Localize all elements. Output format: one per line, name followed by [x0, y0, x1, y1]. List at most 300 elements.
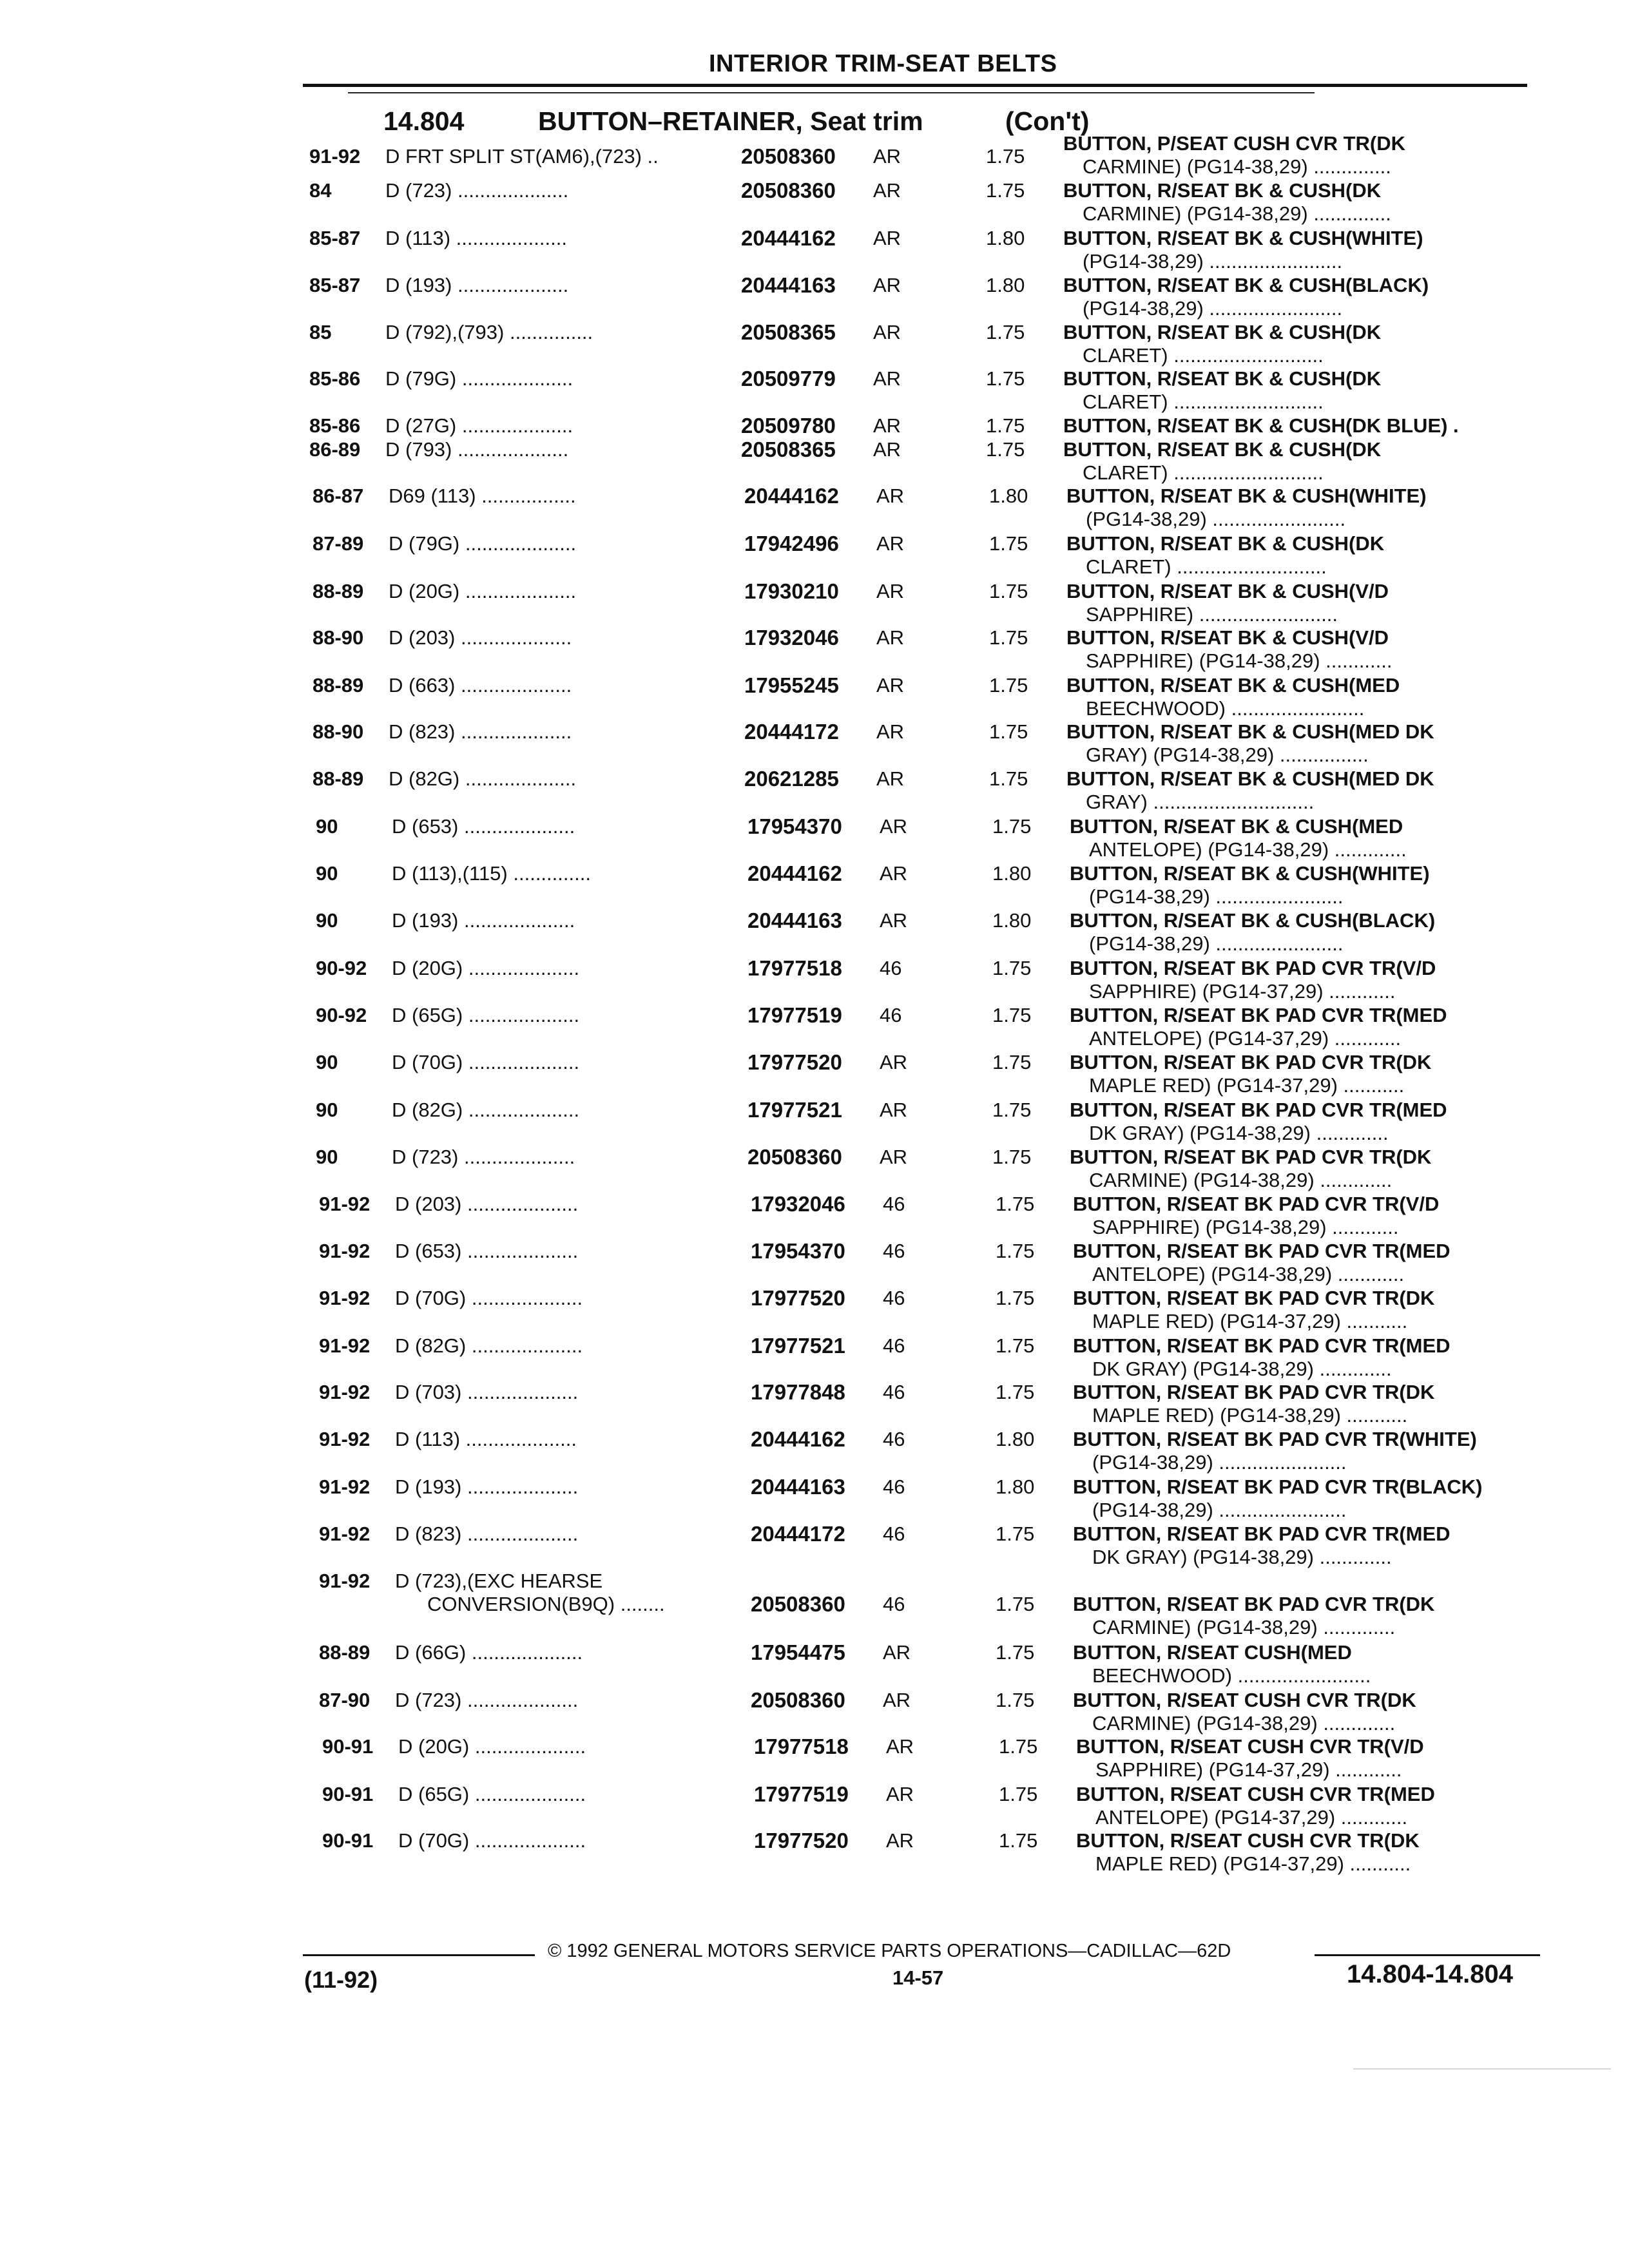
illustration-page: 1.75	[996, 1641, 1035, 1664]
model-year: 85-87	[309, 227, 361, 249]
part-name-continued: SAPPHIRE) (PG14-38,29) ............	[1086, 649, 1393, 672]
illustration-page: 1.75	[989, 720, 1028, 743]
part-number: 20621285	[744, 767, 839, 791]
parts-list-row	[0, 274, 1629, 319]
model-year: 88-89	[313, 580, 364, 602]
parts-list-row	[13, 1829, 1629, 1874]
part-number: 17942496	[744, 532, 839, 555]
illustration-page: 1.80	[992, 862, 1032, 885]
part-number: 17954370	[747, 814, 842, 838]
usage-description: D (82G) ....................	[395, 1334, 583, 1357]
part-name-continued: CLARET) ...........................	[1083, 390, 1324, 413]
footer-page-number: 14-57	[892, 1966, 944, 1989]
usage-description-continued: CONVERSION(B9Q) ........	[427, 1593, 665, 1615]
part-name: BUTTON, R/SEAT BK & CUSH(MED	[1066, 674, 1400, 697]
usage-description: D (20G) ....................	[398, 1735, 586, 1758]
usage-description: D (703) ....................	[395, 1381, 579, 1403]
illustration-page: 1.75	[999, 1783, 1038, 1805]
part-name: BUTTON, R/SEAT BK PAD CVR TR(DK	[1073, 1593, 1435, 1615]
part-name: BUTTON, R/SEAT BK & CUSH(BLACK)	[1063, 274, 1429, 296]
part-number: 17977521	[751, 1334, 845, 1358]
quantity: AR	[873, 274, 901, 296]
part-number: 17977519	[754, 1782, 849, 1806]
usage-description: D (663) ....................	[389, 674, 572, 697]
parts-list-row	[6, 1004, 1629, 1049]
model-year: 87-89	[313, 532, 364, 555]
model-year: 88-89	[313, 674, 364, 697]
illustration-page: 1.75	[986, 438, 1025, 461]
usage-description: D (82G) ....................	[392, 1099, 580, 1121]
quantity: 46	[880, 957, 902, 979]
parts-list-row	[10, 1570, 1629, 1639]
quantity: 46	[883, 1428, 905, 1450]
quantity: 46	[883, 1381, 905, 1403]
part-name-continued: (PG14-38,29) .......................	[1089, 932, 1344, 955]
illustration-page: 1.75	[986, 367, 1025, 390]
part-name-continued: CLARET) ...........................	[1083, 461, 1324, 484]
part-number: 20444162	[744, 484, 839, 508]
model-year: 90-91	[322, 1735, 374, 1758]
part-name-continued: GRAY) (PG14-38,29) ................	[1086, 744, 1369, 766]
illustration-page: 1.75	[996, 1193, 1035, 1215]
illustration-page: 1.75	[992, 1146, 1032, 1168]
quantity: AR	[873, 438, 901, 461]
model-year: 85-86	[309, 367, 361, 390]
model-year: 91-92	[319, 1240, 371, 1262]
model-year: 88-90	[313, 626, 364, 649]
usage-description: D69 (113) .................	[389, 485, 576, 507]
parts-list-row	[6, 1146, 1629, 1191]
parts-list-row	[0, 179, 1629, 224]
part-name: BUTTON, R/SEAT BK & CUSH(DK BLUE) .	[1063, 414, 1459, 437]
part-name: BUTTON, R/SEAT BK & CUSH(DK	[1063, 367, 1382, 390]
illustration-page: 1.75	[992, 1004, 1032, 1026]
part-name: BUTTON, R/SEAT BK PAD CVR TR(DK	[1073, 1381, 1435, 1403]
usage-description: D (203) ....................	[395, 1193, 579, 1215]
illustration-page: 1.80	[996, 1428, 1035, 1450]
part-name-continued: (PG14-38,29) ........................	[1086, 508, 1346, 530]
part-name: BUTTON, R/SEAT BK & CUSH(WHITE)	[1063, 227, 1423, 249]
quantity: AR	[876, 580, 905, 602]
part-name-continued: SAPPHIRE) (PG14-37,29) ............	[1089, 980, 1396, 1003]
part-name-continued: MAPLE RED) (PG14-37,29) ...........	[1092, 1310, 1408, 1332]
part-number: 20444162	[751, 1427, 845, 1451]
part-number: 20444163	[741, 273, 836, 297]
quantity: 46	[883, 1475, 905, 1498]
quantity: AR	[886, 1783, 914, 1805]
header-subrule	[348, 92, 1315, 93]
section-continued: (Con't)	[1005, 106, 1090, 136]
usage-description: D (65G) ....................	[398, 1783, 586, 1805]
part-name: BUTTON, R/SEAT BK PAD CVR TR(V/D	[1070, 957, 1436, 979]
header-rule	[303, 84, 1527, 87]
part-name-continued: MAPLE RED) (PG14-37,29) ...........	[1089, 1074, 1405, 1097]
usage-description: D (823) ....................	[395, 1523, 579, 1545]
part-name: BUTTON, R/SEAT BK & CUSH(MED	[1070, 815, 1403, 838]
part-name: BUTTON, R/SEAT BK & CUSH(DK	[1063, 321, 1382, 343]
usage-description: D (203) ....................	[389, 626, 572, 649]
illustration-page: 1.75	[989, 626, 1028, 649]
part-number: 20508360	[747, 1145, 842, 1169]
illustration-page: 1.75	[986, 321, 1025, 343]
footer-date: (11-92)	[304, 1966, 378, 1993]
illustration-page: 1.75	[986, 179, 1025, 202]
model-year: 90-91	[322, 1783, 374, 1805]
parts-list-row	[6, 1051, 1629, 1096]
illustration-page: 1.80	[992, 909, 1032, 932]
model-year: 86-89	[309, 438, 361, 461]
model-year: 87-90	[319, 1689, 371, 1711]
illustration-page: 1.75	[992, 1099, 1032, 1121]
illustration-page: 1.75	[996, 1689, 1035, 1711]
model-year: 91-92	[309, 145, 361, 168]
quantity: 46	[883, 1287, 905, 1309]
part-name-continued: DK GRAY) (PG14-38,29) .............	[1089, 1122, 1389, 1144]
part-name-continued: (PG14-38,29) .......................	[1092, 1499, 1347, 1521]
part-number: 20444162	[747, 861, 842, 885]
part-name-continued: SAPPHIRE) (PG14-37,29) ............	[1095, 1758, 1402, 1781]
part-number: 17977520	[751, 1286, 845, 1310]
part-name-continued: ANTELOPE) (PG14-38,29) .............	[1089, 838, 1407, 861]
model-year: 91-92	[319, 1475, 371, 1498]
parts-list-row	[3, 485, 1629, 530]
usage-description: D (70G) ....................	[395, 1287, 583, 1309]
part-name-continued: ANTELOPE) (PG14-37,29) ............	[1095, 1806, 1408, 1829]
part-number: 20508360	[751, 1592, 845, 1616]
parts-list-row	[10, 1475, 1629, 1521]
quantity: AR	[876, 532, 905, 555]
part-name: BUTTON, R/SEAT BK PAD CVR TR(MED	[1073, 1334, 1451, 1357]
usage-description: D (70G) ....................	[398, 1829, 586, 1852]
quantity: AR	[873, 179, 901, 202]
usage-description: D (70G) ....................	[392, 1051, 580, 1073]
part-number: 17932046	[744, 626, 839, 649]
model-year: 91-92	[319, 1381, 371, 1403]
model-year: 85	[309, 321, 332, 343]
part-number: 20444163	[747, 908, 842, 932]
parts-list-row	[10, 1428, 1629, 1473]
illustration-page: 1.75	[996, 1381, 1035, 1403]
illustration-page: 1.75	[999, 1829, 1038, 1852]
part-name: BUTTON, R/SEAT BK & CUSH(V/D	[1066, 626, 1389, 649]
usage-description: D (113),(115) ..............	[392, 862, 591, 885]
parts-list-row	[3, 580, 1629, 625]
part-number: 17977518	[747, 956, 842, 980]
part-name: BUTTON, R/SEAT BK PAD CVR TR(DK	[1070, 1146, 1432, 1168]
usage-description: D (653) ....................	[392, 815, 575, 838]
model-year: 91-92	[319, 1334, 371, 1357]
part-name-continued: GRAY) .............................	[1086, 791, 1315, 813]
part-name-continued: CARMINE) (PG14-38,29) .............	[1089, 1169, 1393, 1191]
part-name-continued: DK GRAY) (PG14-38,29) .............	[1092, 1358, 1392, 1380]
usage-description: D (653) ....................	[395, 1240, 579, 1262]
part-name: BUTTON, R/SEAT BK & CUSH(MED DK	[1066, 720, 1434, 743]
quantity: AR	[880, 1051, 908, 1073]
parts-list-row	[10, 1689, 1629, 1734]
model-year: 90	[316, 1099, 338, 1121]
usage-description: D (193) ....................	[385, 274, 569, 296]
model-year: 90-92	[316, 1004, 367, 1026]
part-number: 20509779	[741, 367, 836, 390]
model-year: 90	[316, 862, 338, 885]
usage-description: D (193) ....................	[395, 1475, 579, 1498]
part-name-continued: MAPLE RED) (PG14-37,29) ...........	[1095, 1852, 1411, 1875]
part-name-continued: CARMINE) (PG14-38,29) .............	[1092, 1616, 1396, 1639]
usage-description: D (723) ....................	[392, 1146, 575, 1168]
part-name: BUTTON, R/SEAT BK PAD CVR TR(DK	[1070, 1051, 1432, 1073]
illustration-page: 1.75	[989, 532, 1028, 555]
part-name: BUTTON, P/SEAT CUSH CVR TR(DK	[1063, 132, 1406, 155]
scan-artifact-line	[1353, 2068, 1611, 2070]
parts-list-row	[3, 767, 1629, 812]
parts-list-row	[6, 862, 1629, 907]
illustration-page: 1.75	[996, 1523, 1035, 1545]
part-name-continued: (PG14-38,29) .......................	[1092, 1451, 1347, 1474]
quantity: AR	[873, 414, 901, 437]
parts-list-row	[3, 720, 1629, 765]
illustration-page: 1.75	[986, 414, 1025, 437]
part-name-continued: CARMINE) (PG14-38,29) ..............	[1083, 155, 1391, 178]
usage-description: D (65G) ....................	[392, 1004, 580, 1026]
part-number: 17954475	[751, 1640, 845, 1664]
parts-list-row	[0, 132, 1629, 177]
part-name: BUTTON, R/SEAT BK & CUSH(WHITE)	[1066, 485, 1427, 507]
parts-list-row	[10, 1193, 1629, 1238]
quantity: AR	[883, 1689, 911, 1711]
usage-description: D (193) ....................	[392, 909, 575, 932]
part-number: 20509780	[741, 414, 836, 437]
model-year: 90	[316, 1146, 338, 1168]
part-name-continued: BEECHWOOD) ........................	[1092, 1664, 1371, 1687]
part-name-continued: SAPPHIRE) (PG14-38,29) ............	[1092, 1216, 1399, 1238]
quantity: AR	[876, 485, 905, 507]
part-name-continued: CLARET) ...........................	[1083, 344, 1324, 367]
part-number: 20444172	[751, 1522, 845, 1546]
part-number: 17977848	[751, 1380, 845, 1404]
usage-description: D (792),(793) ...............	[385, 321, 593, 343]
usage-description: D (723),(EXC HEARSE	[395, 1570, 603, 1592]
footer-copyright: © 1992 GENERAL MOTORS SERVICE PARTS OPERATIONS—CADILLAC—62D	[548, 1941, 1231, 1961]
quantity: AR	[886, 1829, 914, 1852]
part-name-continued: (PG14-38,29) ........................	[1083, 297, 1343, 320]
part-name: BUTTON, R/SEAT BK PAD CVR TR(V/D	[1073, 1193, 1440, 1215]
quantity: AR	[886, 1735, 914, 1758]
model-year: 91-92	[319, 1287, 371, 1309]
quantity: AR	[873, 227, 901, 249]
part-number: 17977520	[747, 1050, 842, 1074]
model-year: 90	[316, 1051, 338, 1073]
illustration-page: 1.80	[986, 227, 1025, 249]
part-number: 20508365	[741, 320, 836, 344]
part-number: 20444162	[741, 226, 836, 250]
part-name: BUTTON, R/SEAT BK PAD CVR TR(MED	[1070, 1099, 1447, 1121]
parts-list-row	[10, 1523, 1629, 1568]
quantity: AR	[880, 909, 908, 932]
parts-list-row	[6, 909, 1629, 954]
quantity: AR	[876, 674, 905, 697]
part-name: BUTTON, R/SEAT BK & CUSH(DK	[1063, 179, 1382, 202]
model-year: 90-91	[322, 1829, 374, 1852]
parts-list-row	[10, 1287, 1629, 1332]
model-year: 91-92	[319, 1570, 371, 1592]
model-year: 88-90	[313, 720, 364, 743]
model-year: 90	[316, 909, 338, 932]
footer-rule-right	[1315, 1954, 1540, 1956]
parts-list-row	[10, 1381, 1629, 1426]
part-name: BUTTON, R/SEAT CUSH(MED	[1073, 1641, 1352, 1664]
part-number: 17977519	[747, 1003, 842, 1027]
quantity: 46	[880, 1004, 902, 1026]
part-number: 20444163	[751, 1475, 845, 1499]
part-number: 17932046	[751, 1192, 845, 1216]
parts-list-row	[10, 1334, 1629, 1379]
section-title: BUTTON–RETAINER, Seat trim	[538, 106, 923, 136]
part-name-continued: CARMINE) (PG14-38,29) ..............	[1083, 202, 1391, 225]
quantity: 46	[883, 1523, 905, 1545]
part-number: 20444172	[744, 720, 839, 744]
part-name-continued: ANTELOPE) (PG14-37,29) ............	[1089, 1027, 1402, 1050]
illustration-page: 1.75	[996, 1287, 1035, 1309]
quantity: AR	[876, 767, 905, 790]
part-name: BUTTON, R/SEAT BK & CUSH(V/D	[1066, 580, 1389, 602]
usage-description: D (823) ....................	[389, 720, 572, 743]
part-name: BUTTON, R/SEAT BK & CUSH(DK	[1066, 532, 1385, 555]
illustration-page: 1.75	[992, 815, 1032, 838]
part-name: BUTTON, R/SEAT BK PAD CVR TR(MED	[1073, 1523, 1451, 1545]
part-number: 17955245	[744, 673, 839, 697]
model-year: 86-87	[313, 485, 364, 507]
part-number: 20508365	[741, 437, 836, 461]
parts-list-row	[3, 674, 1629, 719]
quantity: AR	[876, 720, 905, 743]
part-name: BUTTON, R/SEAT BK & CUSH(DK	[1063, 438, 1382, 461]
part-name: BUTTON, R/SEAT CUSH CVR TR(DK	[1073, 1689, 1416, 1711]
model-year: 88-89	[313, 767, 364, 790]
part-number: 17954370	[751, 1239, 845, 1263]
part-number: 17977521	[747, 1098, 842, 1122]
parts-list-row	[0, 321, 1629, 366]
illustration-page: 1.80	[996, 1475, 1035, 1498]
parts-list-row	[13, 1735, 1629, 1780]
part-name: BUTTON, R/SEAT BK PAD CVR TR(MED	[1073, 1240, 1451, 1262]
model-year: 84	[309, 179, 332, 202]
usage-description: D (20G) ....................	[392, 957, 580, 979]
part-name-continued: ANTELOPE) (PG14-38,29) ............	[1092, 1263, 1405, 1285]
quantity: AR	[880, 862, 908, 885]
part-name-continued: SAPPHIRE) .........................	[1086, 603, 1338, 626]
parts-list-row	[10, 1641, 1629, 1686]
illustration-page: 1.75	[996, 1334, 1035, 1357]
part-number: 20508360	[741, 178, 836, 202]
part-name: BUTTON, R/SEAT BK PAD CVR TR(DK	[1073, 1287, 1435, 1309]
usage-description: D (20G) ....................	[389, 580, 577, 602]
parts-list-row	[3, 532, 1629, 577]
parts-list-row	[6, 957, 1629, 1002]
part-number: 17930210	[744, 579, 839, 603]
model-year: 91-92	[319, 1193, 371, 1215]
illustration-page: 1.75	[986, 145, 1025, 168]
parts-list-row	[13, 1783, 1629, 1828]
part-name-continued: (PG14-38,29) ........................	[1083, 250, 1343, 273]
model-year: 90-92	[316, 957, 367, 979]
part-name-continued: DK GRAY) (PG14-38,29) .............	[1092, 1546, 1392, 1568]
quantity: AR	[883, 1641, 911, 1664]
quantity: AR	[873, 367, 901, 390]
model-year: 85-87	[309, 274, 361, 296]
section-number: 14.804	[383, 106, 465, 136]
parts-list-row	[3, 626, 1629, 671]
illustration-page: 1.80	[986, 274, 1025, 296]
footer-rule-left	[303, 1954, 535, 1956]
illustration-page: 1.75	[989, 674, 1028, 697]
model-year: 91-92	[319, 1523, 371, 1545]
part-name-continued: CARMINE) (PG14-38,29) .............	[1092, 1712, 1396, 1735]
usage-description: D (27G) ....................	[385, 414, 574, 437]
parts-list-row	[6, 815, 1629, 860]
usage-description: D (793) ....................	[385, 438, 569, 461]
quantity: 46	[883, 1193, 905, 1215]
part-name-continued: MAPLE RED) (PG14-38,29) ...........	[1092, 1404, 1408, 1427]
part-number: 20508360	[751, 1688, 845, 1712]
usage-description: D (723) ....................	[385, 179, 569, 202]
usage-description: D FRT SPLIT ST(AM6),(723) ..	[385, 145, 659, 168]
quantity: AR	[880, 1146, 908, 1168]
illustration-page: 1.75	[992, 1051, 1032, 1073]
model-year: 88-89	[319, 1641, 371, 1664]
illustration-page: 1.75	[989, 580, 1028, 602]
parts-list-row	[0, 438, 1629, 483]
parts-list-row	[6, 1099, 1629, 1144]
usage-description: D (79G) ....................	[385, 367, 574, 390]
illustration-page: 1.75	[989, 767, 1028, 790]
usage-description: D (113) ....................	[385, 227, 567, 249]
part-name-continued: BEECHWOOD) ........................	[1086, 697, 1365, 720]
part-number: 17977518	[754, 1735, 849, 1758]
quantity: AR	[873, 321, 901, 343]
illustration-page: 1.80	[989, 485, 1028, 507]
part-number: 20508360	[741, 144, 836, 168]
part-name-continued: (PG14-38,29) .......................	[1089, 885, 1344, 908]
usage-description: D (113) ....................	[395, 1428, 577, 1450]
part-name-continued: CLARET) ...........................	[1086, 555, 1327, 578]
part-name: BUTTON, R/SEAT BK PAD CVR TR(WHITE)	[1073, 1428, 1477, 1450]
part-name: BUTTON, R/SEAT BK & CUSH(MED DK	[1066, 767, 1434, 790]
part-name: BUTTON, R/SEAT CUSH CVR TR(V/D	[1076, 1735, 1424, 1758]
part-name: BUTTON, R/SEAT CUSH CVR TR(DK	[1076, 1829, 1420, 1852]
model-year: 90	[316, 815, 338, 838]
parts-list-row	[10, 1240, 1629, 1285]
illustration-page: 1.75	[996, 1240, 1035, 1262]
illustration-page: 1.75	[996, 1593, 1035, 1615]
part-name: BUTTON, R/SEAT BK & CUSH(BLACK)	[1070, 909, 1436, 932]
usage-description: D (723) ....................	[395, 1689, 579, 1711]
part-name: BUTTON, R/SEAT BK PAD CVR TR(BLACK)	[1073, 1475, 1483, 1498]
part-name: BUTTON, R/SEAT BK & CUSH(WHITE)	[1070, 862, 1430, 885]
part-number: 17977520	[754, 1829, 849, 1852]
part-name: BUTTON, R/SEAT BK PAD CVR TR(MED	[1070, 1004, 1447, 1026]
model-year: 91-92	[319, 1428, 371, 1450]
quantity: AR	[876, 626, 905, 649]
quantity: 46	[883, 1334, 905, 1357]
parts-list-row	[0, 367, 1629, 412]
usage-description: D (66G) ....................	[395, 1641, 583, 1664]
page-header-title: INTERIOR TRIM-SEAT BELTS	[709, 50, 1057, 77]
quantity: 46	[883, 1240, 905, 1262]
usage-description: D (82G) ....................	[389, 767, 577, 790]
part-name: BUTTON, R/SEAT CUSH CVR TR(MED	[1076, 1783, 1435, 1805]
illustration-page: 1.75	[999, 1735, 1038, 1758]
quantity: AR	[880, 815, 908, 838]
